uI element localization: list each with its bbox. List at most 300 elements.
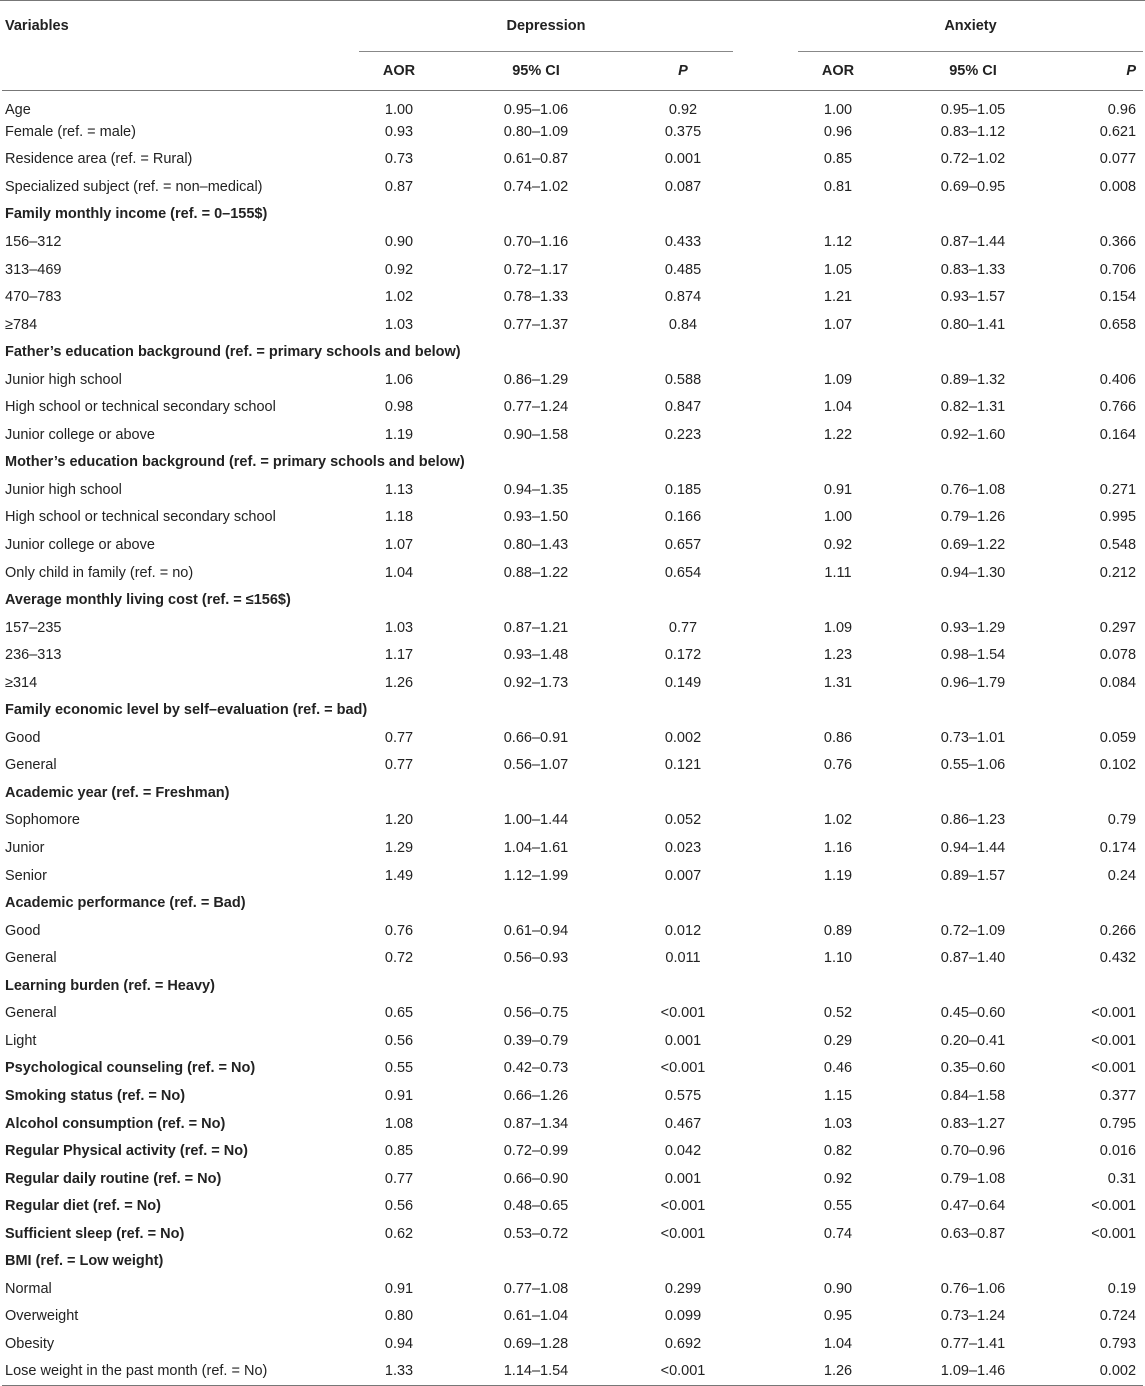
depression-ci-cell: [439, 697, 633, 725]
depression-ci-cell: 0.90–1.58: [503, 426, 569, 443]
group-spacer: [733, 1192, 798, 1220]
anxiety-ci-cell: 0.94–1.44: [940, 840, 1006, 857]
table-row: [2, 724, 1143, 752]
group-spacer: [733, 1165, 798, 1193]
anxiety-p-cell: [1068, 201, 1143, 229]
depression-ci-cell: [439, 1247, 633, 1275]
table-row: [2, 1082, 1143, 1110]
depression-ci-cell: 0.77–1.08: [503, 1280, 569, 1297]
group-spacer: [733, 559, 798, 587]
group-spacer: [733, 1000, 798, 1028]
variables-header: Variables: [5, 18, 69, 34]
depression-aor-cell: 1.29: [384, 840, 414, 857]
anxiety-aor-cell: 1.26: [823, 1363, 853, 1380]
depression-aor-cell: 0.77: [384, 757, 414, 774]
anxiety-aor-cell: 1.09: [823, 371, 853, 388]
depression-p-cell: 0.007: [664, 867, 702, 884]
anxiety-aor-cell: [798, 889, 878, 917]
depression-aor-cell: 0.91: [384, 1087, 414, 1104]
group-spacer: [733, 1110, 798, 1138]
depression-p-cell: 0.185: [664, 481, 702, 498]
table-header: [2, 6, 1143, 91]
anxiety-aor-cell: 1.19: [823, 867, 853, 884]
table-row: [2, 862, 1143, 890]
anxiety-aor-cell: [798, 779, 878, 807]
variable-label: Junior high school: [5, 481, 122, 498]
anxiety-aor-cell: [798, 1247, 878, 1275]
depression-p-cell: 0.011: [665, 950, 701, 967]
depression-ci-cell: 0.93–1.50: [503, 509, 569, 526]
depression-p-cell: <0.001: [660, 1363, 706, 1380]
table-row: [2, 91, 1143, 119]
depression-p-cell: 0.223: [664, 426, 702, 443]
group-spacer: [733, 862, 798, 890]
group-spacer: [733, 917, 798, 945]
anxiety-ci-cell: 0.83–1.27: [940, 1115, 1006, 1132]
depression-ci-cell: 1.14–1.54: [503, 1363, 569, 1380]
variable-label: General: [5, 1005, 57, 1022]
depression-aor-cell: [359, 586, 439, 614]
anxiety-aor-cell: 0.92: [823, 537, 853, 554]
anxiety-ci-cell: 0.35–0.60: [940, 1060, 1006, 1077]
depression-ci-cell: 0.48–0.65: [503, 1198, 569, 1215]
anxiety-p-cell: [1068, 697, 1143, 725]
depression-aor-cell: 1.03: [384, 316, 414, 333]
table-row: [2, 173, 1143, 201]
table-row: [2, 449, 1143, 477]
anxiety-p-cell: 0.084: [1099, 674, 1137, 691]
table-row: [2, 641, 1143, 669]
group-spacer: [733, 779, 798, 807]
group-spacer: [733, 1303, 798, 1331]
table-row: [2, 752, 1143, 780]
group-spacer: [733, 944, 798, 972]
depression-p-cell: 0.099: [664, 1308, 702, 1325]
depression-p-cell: 0.001: [664, 151, 702, 168]
group-spacer: [733, 504, 798, 532]
table-row: [2, 1055, 1143, 1083]
depression-p-cell: [633, 449, 733, 477]
group-spacer: [733, 1055, 798, 1083]
group-spacer: [733, 311, 798, 339]
depression-aor-cell: 0.56: [384, 1198, 414, 1215]
anxiety-p-cell: 0.154: [1099, 289, 1137, 306]
depression-ci-cell: 0.93–1.48: [503, 647, 569, 664]
variable-label: 236–313: [5, 647, 62, 664]
depression-ci-cell: 0.56–0.93: [503, 950, 569, 967]
depression-p-header: P: [678, 63, 688, 79]
anxiety-ci-cell: 0.93–1.29: [940, 619, 1006, 636]
depression-ci-cell: 0.78–1.33: [503, 289, 569, 306]
anxiety-ci-cell: 0.63–0.87: [940, 1225, 1006, 1242]
variable-label: Senior: [5, 867, 47, 884]
depression-p-cell: [633, 1247, 733, 1275]
anxiety-p-cell: 0.548: [1099, 537, 1137, 554]
anxiety-ci-cell: 0.72–1.02: [940, 151, 1006, 168]
anxiety-aor-cell: [798, 972, 878, 1000]
anxiety-p-cell: 0.31: [1107, 1170, 1137, 1187]
anxiety-ci-cell: [878, 338, 1068, 366]
anxiety-aor-cell: 1.15: [823, 1087, 853, 1104]
group-spacer: [733, 1275, 798, 1303]
header-row-groups: [2, 6, 1143, 52]
depression-aor-cell: 1.18: [384, 509, 414, 526]
depression-p-cell: 0.121: [664, 757, 702, 774]
depression-ci-cell: 0.95–1.06: [503, 101, 569, 118]
anxiety-p-header: P: [1126, 63, 1137, 79]
depression-p-cell: 0.485: [664, 261, 702, 278]
depression-p-cell: [633, 972, 733, 1000]
anxiety-p-cell: 0.79: [1107, 812, 1137, 829]
depression-aor-cell: 0.98: [384, 399, 414, 416]
table-row: [2, 697, 1143, 725]
depression-p-cell: <0.001: [660, 1005, 706, 1022]
anxiety-p-cell: 0.174: [1099, 840, 1137, 857]
anxiety-p-cell: [1068, 586, 1143, 614]
depression-aor-cell: [359, 201, 439, 229]
header-row-columns: [2, 52, 1143, 91]
table-row: [2, 669, 1143, 697]
anxiety-p-cell: 0.366: [1099, 234, 1137, 250]
table-row: [2, 1192, 1143, 1220]
table-row: [2, 586, 1143, 614]
anxiety-ci-cell: 0.87–1.44: [940, 234, 1006, 250]
depression-aor-cell: 0.56: [384, 1032, 414, 1049]
anxiety-ci-cell: [878, 972, 1068, 1000]
group-spacer: [733, 1247, 798, 1275]
group-spacer: [733, 972, 798, 1000]
table-row: [2, 917, 1143, 945]
depression-aor-cell: [359, 972, 439, 1000]
anxiety-p-cell: 0.271: [1099, 481, 1137, 498]
depression-p-cell: 0.84: [668, 316, 698, 333]
depression-p-cell: 0.654: [664, 564, 702, 581]
anxiety-aor-cell: 0.92: [823, 1170, 853, 1187]
variable-label: Junior college or above: [5, 537, 155, 554]
anxiety-p-cell: <0.001: [1091, 1198, 1137, 1215]
table-row: [2, 1330, 1143, 1358]
table-row: [2, 228, 1143, 256]
variable-label: Age: [5, 101, 31, 118]
anxiety-aor-cell: 1.22: [823, 426, 853, 443]
group-spacer: [733, 338, 798, 366]
depression-aor-cell: 0.77: [384, 729, 414, 746]
table-row: [2, 834, 1143, 862]
depression-p-cell: 0.575: [664, 1087, 702, 1104]
group-spacer: [733, 449, 798, 477]
group-spacer: [733, 1358, 798, 1386]
depression-ci-cell: 0.88–1.22: [503, 564, 569, 581]
anxiety-p-cell: [1068, 779, 1143, 807]
variable-group-label: Family monthly income (ref. = 0–155$): [5, 206, 268, 223]
anxiety-ci-cell: 0.96–1.79: [940, 674, 1006, 691]
anxiety-ci-header: 95% CI: [949, 63, 997, 79]
anxiety-aor-cell: 0.46: [823, 1060, 853, 1077]
variable-label: General: [5, 757, 57, 774]
anxiety-ci-cell: 0.83–1.12: [940, 123, 1006, 140]
depression-ci-cell: [439, 972, 633, 1000]
anxiety-aor-cell: [798, 201, 878, 229]
table-row: [2, 283, 1143, 311]
depression-p-cell: <0.001: [660, 1225, 706, 1242]
depression-p-cell: 0.149: [664, 674, 702, 691]
group-spacer: [733, 614, 798, 642]
variable-group-label: Learning burden (ref. = Heavy): [5, 977, 215, 994]
variable-label: Overweight: [5, 1308, 79, 1325]
anxiety-aor-cell: 0.29: [823, 1032, 853, 1049]
anxiety-p-cell: 0.266: [1099, 922, 1137, 939]
depression-p-cell: 0.375: [664, 123, 702, 140]
depression-aor-cell: 1.13: [384, 481, 414, 498]
table-row: [2, 338, 1143, 366]
group-spacer: [733, 476, 798, 504]
anxiety-p-cell: 0.078: [1099, 647, 1137, 664]
anxiety-p-cell: [1068, 338, 1143, 366]
group-spacer: [733, 173, 798, 201]
variable-label: High school or technical secondary school: [5, 509, 276, 526]
depression-ci-cell: 0.56–0.75: [503, 1005, 569, 1022]
anxiety-ci-cell: 0.84–1.58: [940, 1087, 1006, 1104]
variable-group-label: Average monthly living cost (ref. = ≤156$): [5, 592, 291, 609]
depression-p-cell: 0.087: [664, 178, 702, 195]
anxiety-ci-cell: [878, 201, 1068, 229]
depression-ci-cell: 0.87–1.21: [503, 619, 569, 636]
table-row: [2, 1110, 1143, 1138]
anxiety-p-cell: [1068, 889, 1143, 917]
variable-label: Only child in family (ref. = no): [5, 564, 194, 581]
variable-group-label: Smoking status (ref. = No): [5, 1087, 186, 1104]
table-row: [2, 1358, 1143, 1386]
depression-aor-cell: 1.07: [384, 537, 414, 554]
depression-ci-cell: 0.72–0.99: [503, 1143, 569, 1160]
variable-group-label: Father’s education background (ref. = primary schools and below): [5, 344, 461, 361]
anxiety-p-cell: <0.001: [1091, 1032, 1137, 1049]
anxiety-aor-cell: 0.76: [823, 757, 853, 774]
variable-label: ≥314: [5, 674, 38, 691]
table-row: [2, 476, 1143, 504]
anxiety-aor-cell: 1.00: [823, 101, 853, 118]
depression-ci-cell: 1.00–1.44: [503, 812, 569, 829]
variable-label: Light: [5, 1032, 37, 1049]
depression-p-cell: [633, 779, 733, 807]
table-row: [2, 779, 1143, 807]
table-row: [2, 311, 1143, 339]
anxiety-ci-cell: 0.79–1.08: [940, 1170, 1006, 1187]
anxiety-p-cell: <0.001: [1091, 1005, 1137, 1022]
depression-p-cell: 0.023: [664, 840, 702, 857]
anxiety-ci-cell: 0.47–0.64: [940, 1198, 1006, 1215]
depression-aor-cell: [359, 779, 439, 807]
anxiety-p-cell: 0.96: [1107, 101, 1137, 118]
depression-p-cell: 0.92: [668, 101, 698, 118]
depression-aor-cell: 1.33: [384, 1363, 414, 1380]
anxiety-ci-cell: 0.69–1.22: [940, 537, 1006, 554]
variable-label: Obesity: [5, 1335, 55, 1352]
variable-label: 470–783: [5, 289, 62, 306]
anxiety-ci-cell: 0.79–1.26: [940, 509, 1006, 526]
variable-group-label: Regular diet (ref. = No): [5, 1198, 161, 1215]
anxiety-aor-cell: [798, 338, 878, 366]
anxiety-p-cell: 0.432: [1099, 950, 1137, 967]
anxiety-aor-cell: 1.03: [823, 1115, 853, 1132]
depression-p-cell: [633, 889, 733, 917]
anxiety-aor-cell: 0.52: [823, 1005, 853, 1022]
anxiety-p-cell: 0.995: [1099, 509, 1137, 526]
anxiety-ci-cell: [878, 779, 1068, 807]
anxiety-p-cell: [1068, 972, 1143, 1000]
variable-label: Specialized subject (ref. = non–medical): [5, 178, 263, 195]
table-row: [2, 118, 1143, 146]
depression-p-cell: 0.874: [664, 289, 702, 306]
depression-p-cell: [633, 586, 733, 614]
anxiety-aor-cell: 0.82: [823, 1143, 853, 1160]
depression-group-rule: [359, 51, 733, 52]
depression-p-cell: <0.001: [660, 1198, 706, 1215]
group-spacer: [733, 118, 798, 146]
table-row: [2, 201, 1143, 229]
depression-p-cell: 0.467: [664, 1115, 702, 1132]
anxiety-aor-cell: 0.91: [823, 481, 853, 498]
depression-aor-cell: 1.26: [384, 674, 414, 691]
variable-group-label: Alcohol consumption (ref. = No): [5, 1115, 226, 1132]
depression-p-cell: [633, 338, 733, 366]
group-spacer: [733, 889, 798, 917]
variable-label: Normal: [5, 1280, 52, 1297]
anxiety-p-cell: 0.706: [1099, 261, 1137, 278]
depression-aor-cell: 1.02: [384, 289, 414, 306]
anxiety-ci-cell: 0.82–1.31: [940, 399, 1006, 416]
group-spacer: [733, 834, 798, 862]
depression-ci-cell: 0.42–0.73: [503, 1060, 569, 1077]
depression-aor-cell: 0.72: [384, 950, 414, 967]
depression-ci-cell: 1.04–1.61: [503, 840, 569, 857]
anxiety-p-cell: 0.19: [1107, 1280, 1137, 1297]
anxiety-p-cell: 0.002: [1099, 1363, 1137, 1380]
variable-label: High school or technical secondary school: [5, 399, 276, 416]
depression-ci-cell: 0.74–1.02: [503, 178, 569, 195]
depression-ci-cell: [439, 586, 633, 614]
depression-aor-cell: 0.90: [384, 234, 414, 250]
anxiety-p-cell: 0.621: [1099, 123, 1137, 140]
group-spacer: [733, 1137, 798, 1165]
variable-group-label: Psychological counseling (ref. = No): [5, 1060, 256, 1077]
depression-aor-cell: 0.91: [384, 1280, 414, 1297]
anxiety-aor-cell: 1.09: [823, 619, 853, 636]
depression-ci-cell: 0.66–0.91: [503, 729, 569, 746]
depression-p-cell: 0.042: [664, 1143, 702, 1160]
depression-p-cell: 0.002: [664, 729, 702, 746]
table-row: [2, 559, 1143, 587]
depression-ci-cell: 0.86–1.29: [503, 371, 569, 388]
anxiety-ci-cell: 0.89–1.57: [940, 867, 1006, 884]
anxiety-aor-cell: 0.96: [823, 123, 853, 140]
depression-p-cell: 0.172: [664, 647, 702, 664]
table-row: [2, 504, 1143, 532]
group-spacer: [733, 91, 798, 119]
anxiety-aor-cell: [798, 449, 878, 477]
anxiety-group-header: [798, 6, 1143, 52]
anxiety-ci-cell: 0.72–1.09: [940, 922, 1006, 939]
depression-group-label: Depression: [506, 18, 586, 34]
variable-label: Female (ref. = male): [5, 123, 136, 140]
group-spacer: [733, 146, 798, 174]
depression-ci-cell: 0.39–0.79: [503, 1032, 569, 1049]
anxiety-aor-cell: 0.86: [823, 729, 853, 746]
table-body: [2, 91, 1143, 1386]
anxiety-ci-cell: 0.45–0.60: [940, 1005, 1006, 1022]
variable-group-label: Family economic level by self–evaluation (ref. = bad): [5, 702, 368, 719]
variable-label: ≥784: [5, 316, 38, 333]
depression-ci-cell: [439, 338, 633, 366]
anxiety-ci-cell: [878, 586, 1068, 614]
group-spacer: [733, 531, 798, 559]
anxiety-ci-cell: 0.70–0.96: [940, 1143, 1006, 1160]
group-spacer: [733, 1220, 798, 1248]
variable-group-label: Academic performance (ref. = Bad): [5, 895, 246, 912]
depression-p-cell: 0.001: [664, 1032, 702, 1049]
depression-p-cell: 0.692: [664, 1335, 702, 1352]
anxiety-group-rule: [798, 51, 1143, 52]
variable-group-label: Mother’s education background (ref. = primary schools and below): [5, 454, 465, 471]
anxiety-aor-cell: 1.31: [823, 674, 853, 691]
anxiety-p-cell: 0.077: [1099, 151, 1137, 168]
table-row: [2, 256, 1143, 284]
depression-ci-cell: 0.61–0.87: [503, 151, 569, 168]
variable-group-label: Regular daily routine (ref. = No): [5, 1170, 222, 1187]
depression-p-cell: 0.166: [664, 509, 702, 526]
anxiety-aor-cell: [798, 586, 878, 614]
depression-aor-cell: 0.93: [384, 123, 414, 140]
depression-aor-cell: [359, 697, 439, 725]
depression-aor-cell: 0.94: [384, 1335, 414, 1352]
group-spacer: [733, 669, 798, 697]
group-spacer: [733, 724, 798, 752]
depression-aor-cell: 0.73: [384, 151, 414, 168]
depression-aor-cell: 1.49: [384, 867, 414, 884]
anxiety-ci-cell: [878, 1247, 1068, 1275]
group-spacer: [733, 752, 798, 780]
variable-group-label: Sufficient sleep (ref. = No): [5, 1225, 185, 1242]
anxiety-ci-cell: 0.83–1.33: [940, 261, 1006, 278]
anxiety-p-cell: 0.297: [1099, 619, 1137, 636]
depression-ci-cell: 0.70–1.16: [503, 234, 569, 250]
anxiety-p-cell: 0.164: [1099, 426, 1137, 443]
group-spacer: [733, 283, 798, 311]
anxiety-aor-cell: 0.90: [823, 1280, 853, 1297]
group-spacer: [733, 366, 798, 394]
anxiety-p-cell: 0.793: [1099, 1335, 1137, 1352]
depression-aor-cell: 1.00: [384, 101, 414, 118]
anxiety-ci-cell: 0.55–1.06: [940, 757, 1006, 774]
group-spacer: [733, 256, 798, 284]
variable-group-label: Regular Physical activity (ref. = No): [5, 1143, 248, 1160]
table-row: [2, 1275, 1143, 1303]
depression-ci-cell: [439, 201, 633, 229]
depression-p-cell: 0.433: [664, 234, 702, 250]
depression-aor-cell: [359, 889, 439, 917]
anxiety-p-cell: 0.377: [1099, 1087, 1137, 1104]
table-row: [2, 366, 1143, 394]
anxiety-aor-cell: 1.07: [823, 316, 853, 333]
depression-ci-cell: [439, 889, 633, 917]
depression-p-cell: 0.012: [664, 922, 702, 939]
anxiety-ci-cell: 0.77–1.41: [940, 1335, 1006, 1352]
depression-p-cell: [633, 697, 733, 725]
group-spacer: [733, 641, 798, 669]
depression-aor-cell: 1.03: [384, 619, 414, 636]
depression-group-header: [359, 6, 733, 52]
variable-label: 313–469: [5, 261, 62, 278]
